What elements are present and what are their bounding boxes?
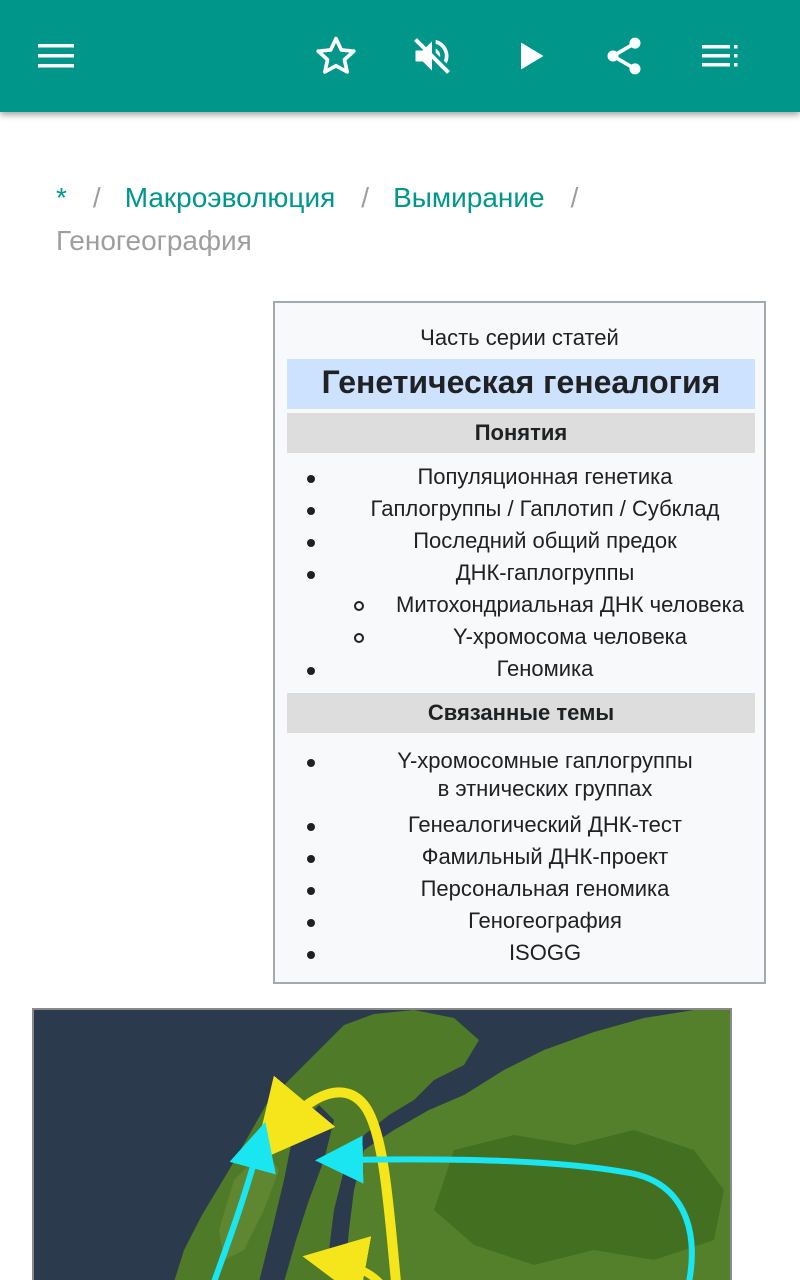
section-heading-related-topics: Связанные темы bbox=[287, 693, 755, 733]
list-bullet bbox=[307, 919, 315, 927]
volume-off-icon bbox=[410, 34, 454, 78]
playlist-icon bbox=[700, 41, 740, 71]
series-title[interactable]: Генетическая генеалогия bbox=[287, 359, 755, 409]
breadcrumb-link-macroevolution[interactable]: Макроэволюция bbox=[124, 182, 336, 213]
list-bullet bbox=[307, 759, 315, 767]
share-button[interactable] bbox=[596, 28, 652, 84]
list-item-surname-dna-project[interactable]: Фамильный ДНК-проект bbox=[421, 844, 669, 869]
list-item-genealogical-dna-test[interactable]: Генеалогический ДНК-тест bbox=[407, 812, 682, 837]
land-forest-patch bbox=[434, 1130, 724, 1265]
list-item-mitochondrial-dna[interactable]: Митохондриальная ДНК человека bbox=[396, 592, 744, 617]
list-item-population-genetics[interactable]: Популяционная генетика bbox=[417, 464, 673, 489]
list-bullet bbox=[307, 951, 315, 959]
list-bullet bbox=[307, 855, 315, 863]
list-bullet bbox=[307, 571, 315, 579]
breadcrumb-link-extinction[interactable]: Вымирание bbox=[393, 182, 545, 213]
series-label: Часть серии статей bbox=[420, 325, 619, 350]
list-bullet bbox=[307, 667, 315, 675]
list-bullet bbox=[307, 539, 315, 547]
list-bullet bbox=[307, 507, 315, 515]
mute-button[interactable] bbox=[404, 28, 460, 84]
play-button[interactable] bbox=[502, 28, 558, 84]
menu-icon bbox=[36, 41, 76, 71]
list-item-line: Y-хромосомные гаплогруппы bbox=[397, 748, 693, 773]
share-icon bbox=[602, 34, 646, 78]
star-outline-icon bbox=[314, 34, 358, 78]
list-bullet bbox=[307, 823, 315, 831]
breadcrumb-separator: / bbox=[570, 182, 579, 213]
menu-button[interactable] bbox=[28, 28, 84, 84]
list-bullet bbox=[307, 475, 315, 483]
list-item-haplogroups[interactable]: Гаплогруппы / Гаплотип / Субклад bbox=[370, 496, 720, 521]
list-item-genomics[interactable]: Геномика bbox=[496, 656, 594, 681]
section-heading-concepts: Понятия bbox=[287, 413, 755, 453]
list-item-isogg[interactable]: ISOGG bbox=[508, 940, 582, 965]
migration-map-image[interactable] bbox=[32, 1008, 732, 1280]
list-item-y-chromosome[interactable]: Y-хромосома человека bbox=[452, 624, 688, 649]
sublist-bullet bbox=[354, 601, 364, 611]
list-bullet bbox=[307, 887, 315, 895]
breadcrumb-current: Геногеография bbox=[56, 225, 252, 256]
favorite-button[interactable] bbox=[308, 28, 364, 84]
migration-map bbox=[34, 1010, 730, 1280]
contents-button[interactable] bbox=[692, 28, 748, 84]
breadcrumb-separator: / bbox=[92, 182, 101, 213]
list-item-personal-genomics[interactable]: Персональная геномика bbox=[420, 876, 670, 901]
list-item-y-haplogroups-ethnic[interactable] bbox=[335, 747, 755, 803]
list-item-genogeography[interactable]: Геногеография bbox=[468, 908, 622, 933]
breadcrumb-separator: / bbox=[361, 182, 370, 213]
play-icon bbox=[512, 38, 548, 74]
list-item-line: в этнических группах bbox=[437, 776, 653, 801]
list-item-common-ancestor[interactable]: Последний общий предок bbox=[413, 528, 677, 553]
breadcrumb-home-link[interactable]: * bbox=[56, 182, 67, 213]
breadcrumb bbox=[56, 176, 776, 262]
infobox-series-navbox bbox=[273, 301, 766, 984]
sublist-bullet bbox=[354, 633, 364, 643]
app-toolbar bbox=[0, 0, 800, 112]
list-item-dna-haplogroups[interactable]: ДНК-гаплогруппы bbox=[455, 560, 635, 585]
